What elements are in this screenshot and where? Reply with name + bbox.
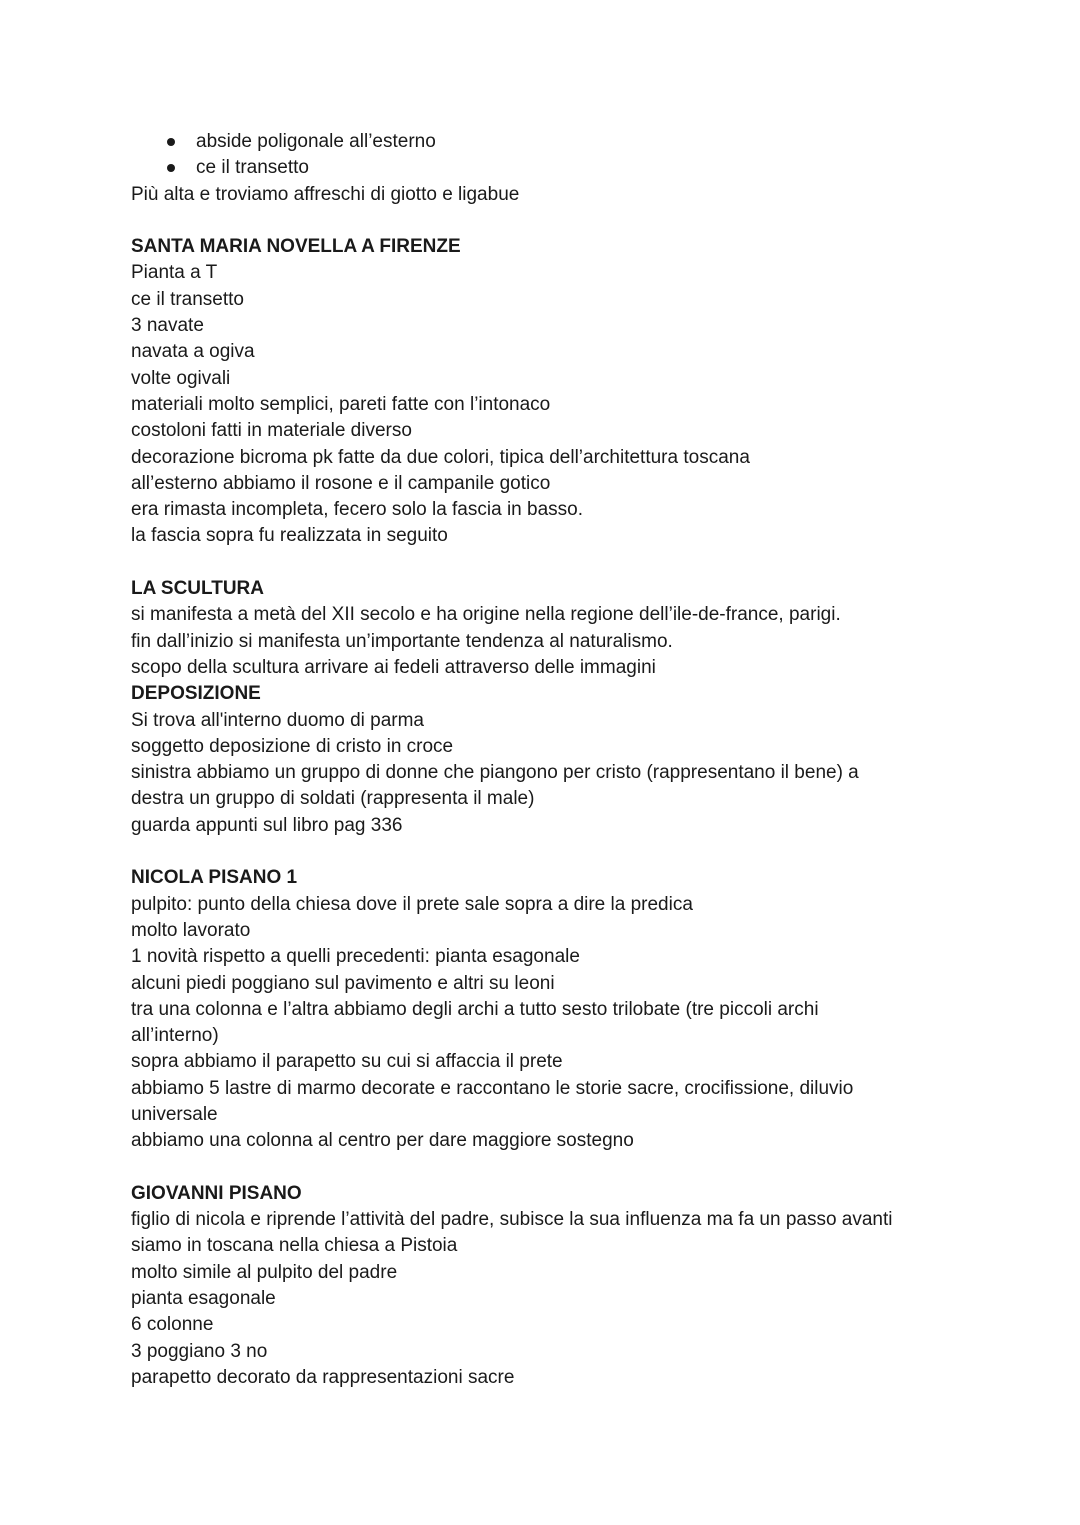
- document-page: [131, 129, 991, 1391]
- text-line: destra un gruppo di soldati (rappresenta il male): [131, 788, 535, 810]
- bullet-item: [131, 129, 991, 155]
- text-line: materiali molto semplici, pareti fatte con l’intonaco: [131, 393, 551, 415]
- text-line: guarda appunti sul libro pag 336: [131, 814, 403, 836]
- text-line: all’esterno abbiamo il rosone e il campanile gotico: [131, 472, 551, 494]
- intro-note: Più alta e troviamo affreschi di giotto e ligabue: [131, 183, 520, 205]
- text-line: si manifesta a metà del XII secolo e ha origine nella regione dell’ile-de-france, parigi.: [131, 604, 841, 626]
- text-line: molto lavorato: [131, 919, 251, 941]
- text-line: costoloni fatti in materiale diverso: [131, 420, 412, 442]
- text-line: pulpito: punto della chiesa dove il prete sale sopra a dire la predica: [131, 893, 693, 915]
- spacer: [131, 550, 991, 576]
- text-line: 1 novità rispetto a quelli precedenti: pianta esagonale: [131, 946, 580, 968]
- section-giovanni-pisano: [131, 1207, 991, 1391]
- text-line: abbiamo una colonna al centro per dare maggiore sostegno: [131, 1130, 634, 1152]
- text-line: universale: [131, 1103, 218, 1125]
- section-title-deposizione: DEPOSIZIONE: [131, 683, 261, 705]
- text-line: 6 colonne: [131, 1314, 214, 1336]
- section-title-scultura: LA SCULTURA: [131, 578, 264, 600]
- text-line: tra una colonna e l’altra abbiamo degli archi a tutto sesto trilobate (tre piccoli archi: [131, 998, 819, 1020]
- bullet-icon: [167, 138, 175, 146]
- section-deposizione: [131, 708, 991, 839]
- text-line: 3 navate: [131, 315, 204, 337]
- spacer: [131, 839, 991, 865]
- text-line: scopo della scultura arrivare ai fedeli attraverso delle immagini: [131, 656, 656, 678]
- text-line: la fascia sopra fu realizzata in seguito: [131, 525, 448, 547]
- text-line: era rimasta incompleta, fecero solo la fascia in basso.: [131, 499, 583, 521]
- text-line: soggetto deposizione di cristo in croce: [131, 735, 454, 757]
- text-line: sopra abbiamo il parapetto su cui si affaccia il prete: [131, 1051, 563, 1073]
- text-line: figlio di nicola e riprende l’attività del padre, subisce la sua influenza ma fa un passo avanti: [131, 1209, 893, 1231]
- section-title-santa-maria: SANTA MARIA NOVELLA A FIRENZE: [131, 236, 461, 258]
- spacer: [131, 208, 991, 234]
- text-line: navata a ogiva: [131, 341, 255, 363]
- text-line: 3 poggiano 3 no: [131, 1340, 268, 1362]
- text-line: pianta esagonale: [131, 1288, 276, 1310]
- text-line: Si trova all'interno duomo di parma: [131, 709, 424, 731]
- text-line: Pianta a T: [131, 262, 218, 284]
- text-line: molto simile al pulpito del padre: [131, 1261, 398, 1283]
- text-line: siamo in toscana nella chiesa a Pistoia: [131, 1235, 458, 1257]
- text-line: sinistra abbiamo un gruppo di donne che piangono per cristo (rappresentano il bene) a: [131, 762, 859, 784]
- section-nicola-pisano: [131, 892, 991, 1155]
- text-line: volte ogivali: [131, 367, 231, 389]
- spacer: [131, 1155, 991, 1181]
- bullet-text: ce il transetto: [196, 157, 309, 179]
- bullet-item: [131, 155, 991, 181]
- intro-bullet-list: [131, 129, 991, 182]
- text-line: fin dall’inizio si manifesta un’importante tendenza al naturalismo.: [131, 630, 673, 652]
- bullet-icon: [167, 164, 175, 172]
- text-line: parapetto decorato da rappresentazioni sacre: [131, 1366, 515, 1388]
- section-title-nicola-pisano: NICOLA PISANO 1: [131, 867, 298, 889]
- section-title-giovanni-pisano: GIOVANNI PISANO: [131, 1182, 302, 1204]
- text-line: abbiamo 5 lastre di marmo decorate e raccontano le storie sacre, crocifissione, diluvio: [131, 1077, 854, 1099]
- text-line: alcuni piedi poggiano sul pavimento e altri su leoni: [131, 972, 555, 994]
- text-line: all’interno): [131, 1025, 219, 1047]
- bullet-text: abside poligonale all’esterno: [196, 131, 436, 152]
- section-santa-maria: [131, 260, 991, 549]
- section-scultura: [131, 602, 991, 681]
- text-line: decorazione bicroma pk fatte da due colori, tipica dell’architettura toscana: [131, 446, 750, 468]
- text-line: ce il transetto: [131, 288, 244, 310]
